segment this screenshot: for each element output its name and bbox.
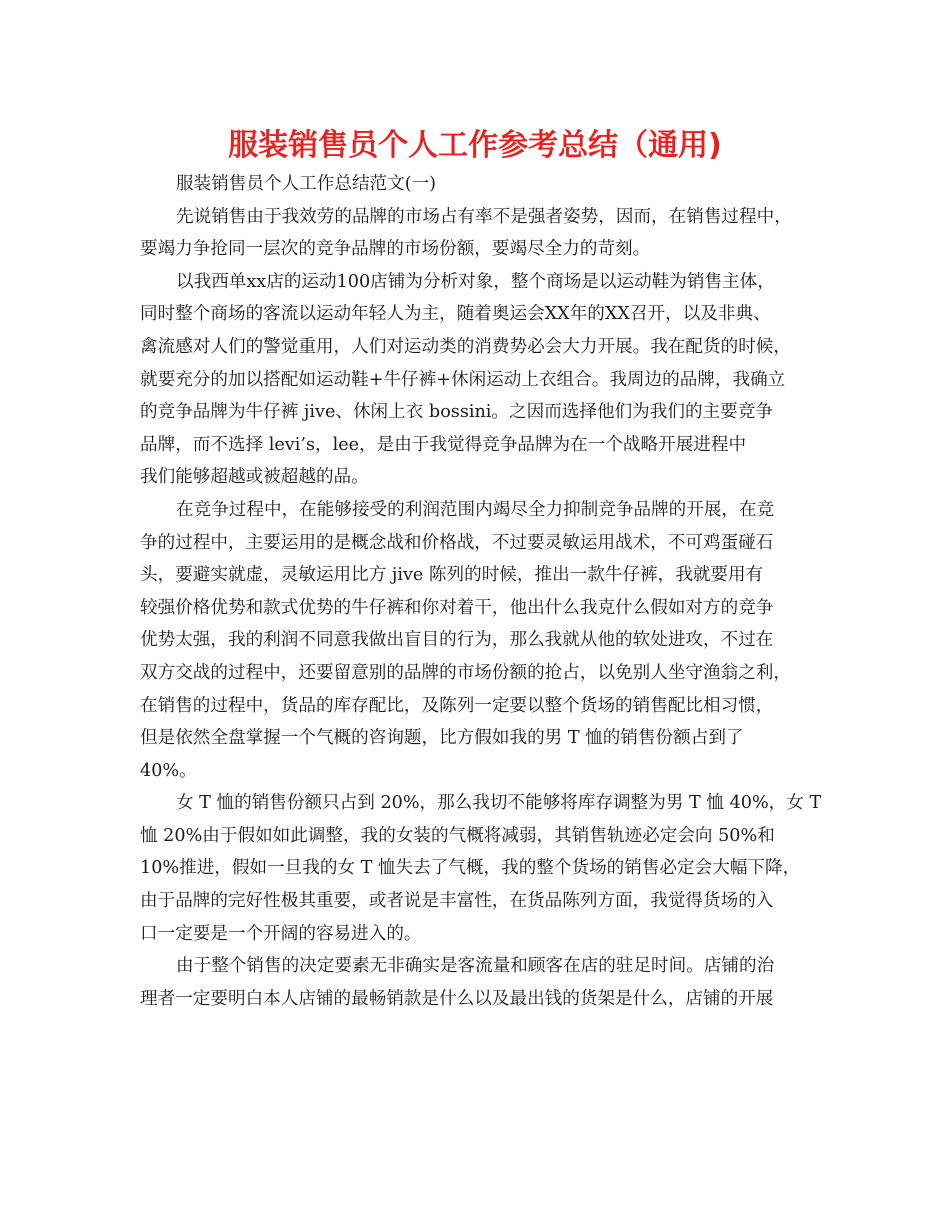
paragraph-line: 优势太强，我的利润不同意我做出盲目的行为，那么我就从他的软处进攻，不过在 [140, 630, 774, 651]
paragraph-line: 就要充分的加以搭配如运动鞋+牛仔裤+休闲运动上衣组合。我周边的品牌，我确立 [140, 369, 786, 390]
paragraph-line: 品牌，而不选择 levi’s，lee，是由于我觉得竞争品牌为在一个战略开展进程中 [140, 434, 747, 455]
paragraph-line: 但是依然全盘掌握一个气概的咨询题，比方假如我的男 T 恤的销售份额占到了 [140, 728, 744, 749]
document-subtitle: 服装销售员个人工作总结范文(一) [176, 174, 437, 194]
paragraph-line: 口一定要是一个开阔的容易进入的。 [140, 923, 422, 944]
paragraph-line: 要竭力争抢同一层次的竞争品牌的市场份额，要竭尽全力的苛刻。 [140, 239, 651, 260]
paragraph-line: 同时整个商场的客流以运动年轻人为主，随着奥运会XX年的XX召开，以及非典、 [140, 304, 771, 325]
paragraph-line: 由于整个销售的决定要素无非确实是客流量和顾客在店的驻足时间。店铺的治 [176, 956, 775, 977]
paragraph-line: 以我西单xx店的运动100店铺为分析对象，整个商场是以运动鞋为销售主体， [176, 271, 775, 292]
paragraph-line: 在竞争过程中，在能够接受的利润范围内竭尽全力抑制竞争品牌的开展，在竞 [176, 499, 775, 520]
document-title: 服装销售员个人工作参考总结（通用) [228, 128, 722, 163]
paragraph-line: 由于品牌的完好性极其重要，或者说是丰富性，在货品陈列方面，我觉得货场的入 [140, 891, 774, 912]
paragraph-line: 女 T 恤的销售份额只占到 20%，那么我切不能够将库存调整为男 T 恤 40%，女 T [176, 793, 822, 814]
paragraph-line: 在销售的过程中，货品的库存配比，及陈列一定要以整个货场的销售配比相习惯， [140, 695, 774, 716]
paragraph-line: 争的过程中，主要运用的是概念战和价格战，不过要灵敏运用战术，不可鸡蛋碰石 [140, 532, 774, 553]
paragraph-line: 头，要避实就虚，灵敏运用比方 jive 陈列的时候，推出一款牛仔裤，我就要用有 [140, 565, 764, 586]
paragraph-line: 较强价格优势和款式优势的牛仔裤和你对着干，他出什么我克什么假如对方的竞争 [140, 597, 774, 618]
paragraph-line: 的竞争品牌为牛仔裤 jive、休闲上衣 bossini。之因而选择他们为我们的主要竞争 [140, 402, 773, 423]
paragraph-line: 恤 20%由于假如如此调整，我的女装的气概将减弱，其销售轨迹必定会向 50%和 [140, 825, 775, 846]
paragraph-line: 先说销售由于我效劳的品牌的市场占有率不是强者姿势，因而，在销售过程中， [176, 206, 792, 227]
document-body [140, 168, 820, 1015]
paragraph-5 [140, 950, 820, 1015]
paragraph-2 [140, 266, 820, 494]
paragraph-3 [140, 494, 820, 787]
paragraph-line: 我们能够超越或被超越的品。 [140, 467, 369, 488]
paragraph-4 [140, 787, 820, 950]
paragraph-line: 禽流感对人们的警觉重用，人们对运动类的消费势必会大力开展。我在配货的时候， [140, 336, 791, 357]
paragraph-line: 40%。 [140, 760, 197, 781]
paragraph-1 [140, 201, 820, 266]
paragraph-line: 理者一定要明白本人店铺的最畅销款是什么以及最出钱的货架是什么，店铺的开展 [140, 988, 774, 1009]
paragraph-line: 双方交战的过程中，还要留意别的品牌的市场份额的抢占，以免别人坐守渔翁之利， [140, 662, 791, 683]
paragraph-line: 10%推进，假如一旦我的女 T 恤失去了气概，我的整个货场的销售必定会大幅下降， [140, 858, 801, 879]
